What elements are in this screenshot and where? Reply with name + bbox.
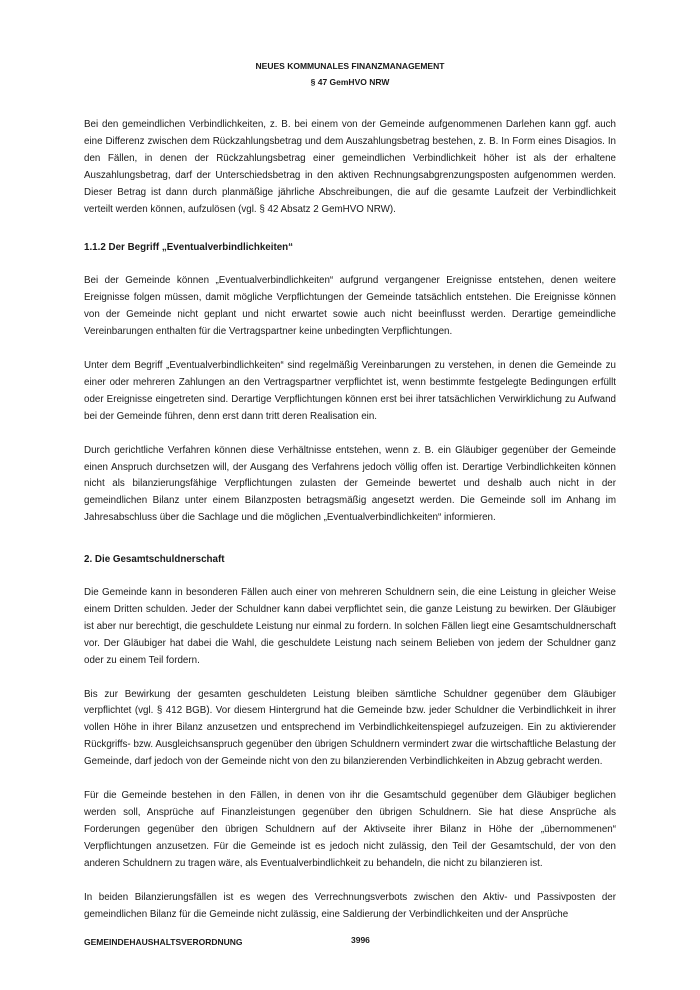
- page-number: 3996: [351, 935, 370, 945]
- paragraph: In beiden Bilanzierungsfällen ist es wegen des Verrechnungsverbots zwischen den Aktiv- und Passivposten der gemeindlichen Bilanz für die Gemeinde nicht zulässig, eine Saldierung der Verbindlichkeiten und der Ansprüche: [84, 891, 616, 920]
- paragraph: Die Gemeinde kann in besonderen Fällen auch einer von mehreren Schuldnern sein, die eine Leistung in gleicher Weise einem Dritten schulden. Jeder der Schuldner kann dabei verpflichtet sein, die ganze Leistung zu bewirken. Der Gläubiger ist aber nur berechtigt, die geschuldete Leistung nur einmal zu fordern. In solchen Fällen liegt eine Gesamtschuldnerschaft vor. Der Gläubiger hat dabei die Wahl, die geschuldete Leistung nach seinem Belieben von jedem der Schuldner ganz oder zu einem Teil fordern.: [84, 587, 616, 666]
- paragraph: Bis zur Bewirkung der gesamten geschuldeten Leistung bleiben sämtliche Schuldner gegenüber dem Gläubiger verpflichtet (vgl. § 412 BGB). Vor diesem Hintergrund hat die Gemeinde bzw. jeder Schuldner die Verbindlichkeit in ihrer vollen Höhe in ihrer Bilanz anzusetzen und entsprechend im Verbindlichkeitenspiegel aufzuzeigen. Ein zu aktivierender Rückgriffs- bzw. Ausgleichsanspruch gegenüber den übrigen Schuldnern vermindert zwar die wirtschaftliche Belastung der Gemeinde, darf jedoch von der Gemeinde nicht von den zu bilanzierenden Verbindlichkeiten in Abzug gebracht werden.: [84, 688, 616, 768]
- paragraph: Durch gerichtliche Verfahren können diese Verhältnisse entstehen, wenn z. B. ein Gläubiger gegenüber der Gemeinde einen Anspruch durchsetzen will, der Ausgang des Verfahrens jedoch völlig offen ist. Derartige Verbindlichkeiten können nicht als bilanzierungsfähige Verpflichtungen zulasten der Gemeinde bewertet und deshalb auch nicht in der gemeindlichen Bilanz unter einem Bilanzposten betragsmäßig angesetzt werden. Die Gemeinde soll im Anhang im Jahresabschluss über die Sachlage und die möglichen „Eventualverbindlichkeiten“ informieren.: [84, 444, 616, 524]
- footer-title: GEMEINDEHAUSHALTSVERORDNUNG: [84, 937, 243, 947]
- paragraph: Unter dem Begriff „Eventualverbindlichkeiten“ sind regelmäßig Vereinbarungen zu verstehen, in denen die Gemeinde zu einer oder mehreren Zahlungen an den Vertragspartner verpflichtet ist, wenn bestimmte festgelegte Bedingungen erfüllt oder Ereignisse eingetreten sind. Derartige Verpflichtungen können erst bei ihrer tatsächlichen Verwirklichung zu Aufwand bei der Gemeinde führen, denn erst dann tritt deren Realisation ein.: [84, 359, 616, 422]
- page-header: [0, 58, 700, 90]
- intro-paragraph: Bei den gemeindlichen Verbindlichkeiten, z. B. bei einem von der Gemeinde aufgenommenen Darlehen kann ggf. auch eine Differenz zwischen dem Rückzahlungsbetrag und dem Auszahlungsbetrag bestehen, z. B. In Form eines Disagios. In den Fällen, in denen der Rückzahlungsbetrag einer gemeindlichen Verbindlichkeit höher ist als der erhaltene Auszahlungsbetrag, darf der Unterschiedsbetrag in den aktiven Rechnungsabgrenzungsposten aufgenommen werden. Dieser Betrag ist dann durch planmäßige jährliche Abschreibungen, die auf die gesamte Laufzeit der Verbindlichkeit verteilt werden können, aufzulösen (vgl. § 42 Absatz 2 GemHVO NRW).: [84, 119, 616, 215]
- header-subtitle: § 47 GemHVO NRW: [310, 77, 390, 87]
- header-title: NEUES KOMMUNALES FINANZMANAGEMENT: [255, 61, 445, 71]
- section-heading-gesamtschuldnerschaft: 2. Die Gesamtschuldnerschaft: [84, 554, 225, 566]
- page-content: [84, 117, 616, 940]
- paragraph: Für die Gemeinde bestehen in den Fällen, in denen von ihr die Gesamtschuld gegenüber dem Gläubiger beglichen werden soll, Ansprüche auf Finanzleistungen gegenüber den übrigen Schuldnern. Sie hat diese Ansprüche als Forderungen gegenüber den übrigen Schuldnern auf der Aktivseite ihrer Bilanz in Höhe der „übernommenen“ Verpflichtungen anzusetzen. Für die Gemeinde ist es jedoch nicht zulässig, den Teil der Gesamtschuld, der von den anderen Schuldnern zu tragen wäre, als Eventualverbindlichkeit zu behandeln, die nicht zu bilanzieren ist.: [84, 790, 616, 869]
- paragraph: Bei der Gemeinde können „Eventualverbindlichkeiten“ aufgrund vergangener Ereignisse entstehen, denen weitere Ereignisse folgen müssen, damit mögliche Verpflichtungen der Gemeinde tatsächlich entstehen. Die Ereignisse können von der Gemeinde nicht geplant und nicht erwartet sowie auch nicht beeinflusst werden. Derartige gemeindliche Vereinbarungen enthalten für die Vertragspartner keine unbedingten Verpflichtungen.: [84, 275, 616, 338]
- section-heading-eventualverbindlichkeiten: 1.1.2 Der Begriff „Eventualverbindlichkeiten“: [84, 242, 294, 254]
